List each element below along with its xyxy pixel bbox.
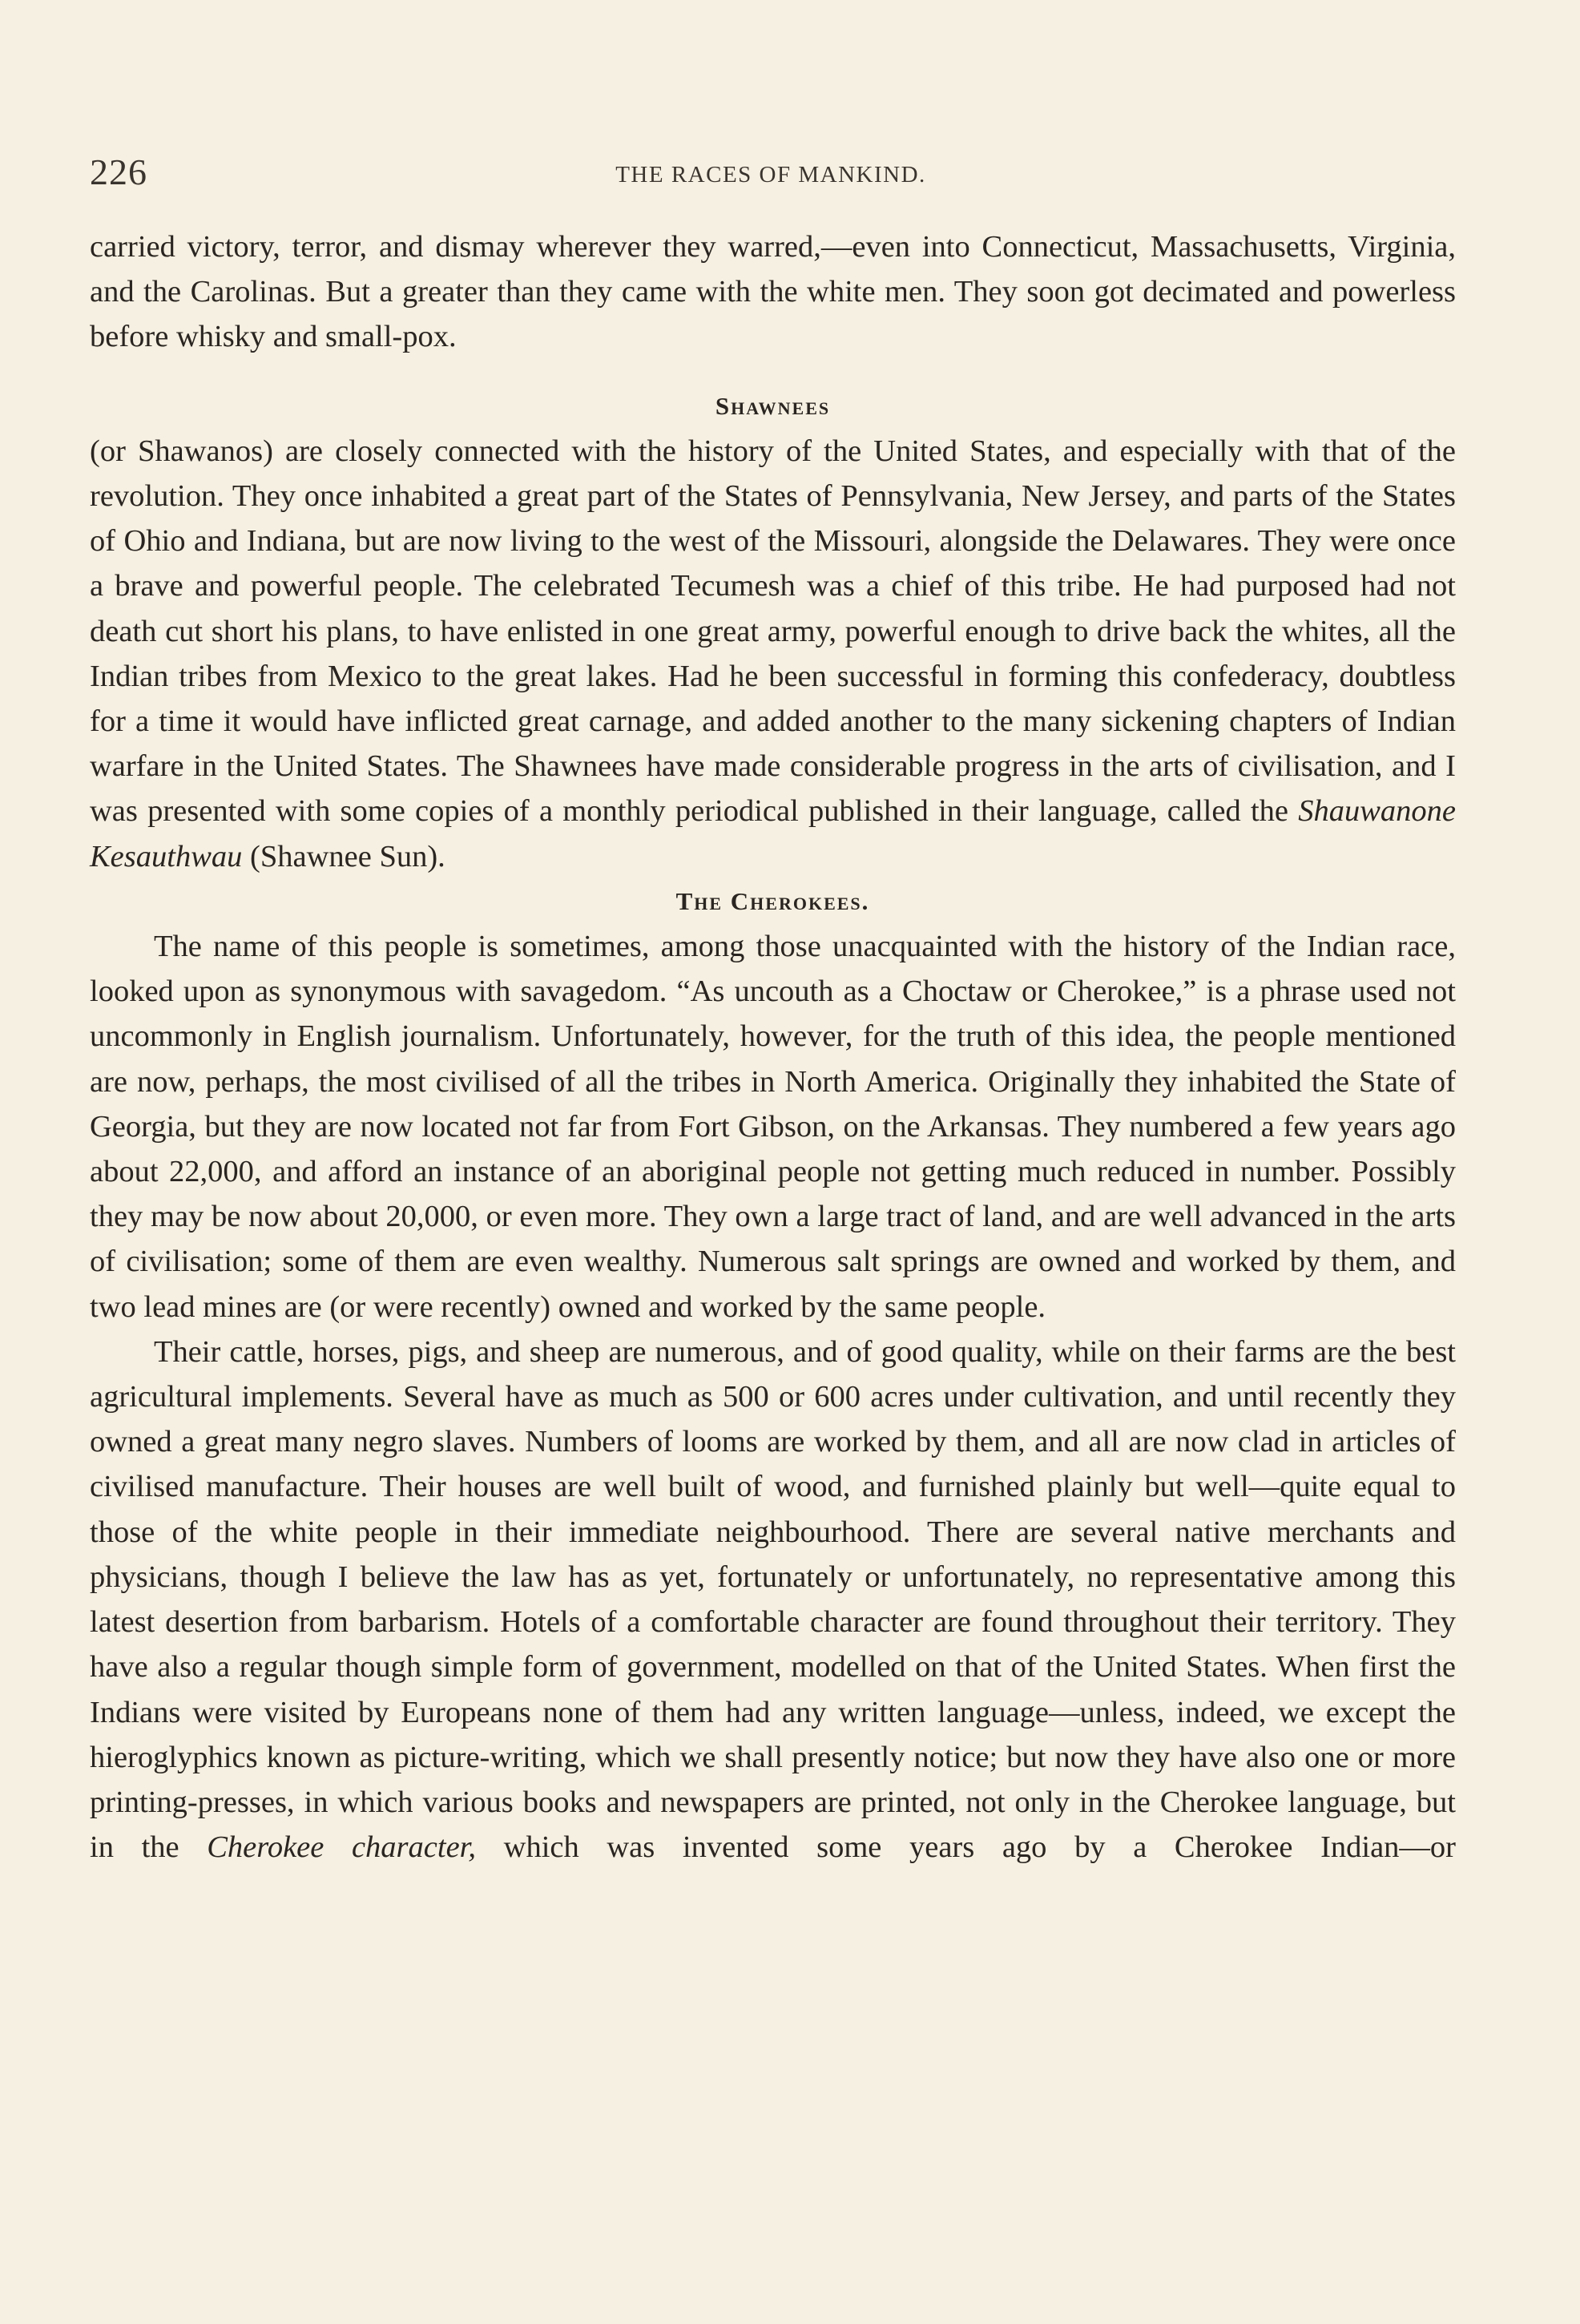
cherokees-text-2: which was invented some years ago by a Cherokee Indian—or bbox=[476, 1830, 1456, 1865]
shawnees-text-1: (or Shawanos) are closely connected with the history of the United States, and especially with that of the revolution. They once inhabited a great part of the States of Pennsylvania, New Jersey, and parts of the States of Ohio and Indiana, but are now living to the west of the Missouri, alongside the Delawares. They were once a brave and powerful people. The celebrated Tecumesh was a chief of this tribe. He had purposed had not death cut short his plans, to have enlisted in one great army, powerful enough to drive back the whites, all the Indian tribes from Mexico to the great lakes. Had he been successful in forming this confederacy, doubtless for a time it would have inflicted great carnage, and added another to the many sickening chapters of Indian warfare in the United States. The Shawnees have made considerable progress in the arts of civilisation, and I was presented with some copies of a monthly periodical published in their language, called the bbox=[90, 434, 1456, 829]
page-number: 226 bbox=[90, 151, 147, 192]
cherokees-text-1: Their cattle, horses, pigs, and sheep are numerous, and of good quality, while on their farms are the best agricultural implements. Several have as much as 500 or 600 acres under cultivation, and until recently they owned a great many negro slaves. Numbers of looms are worked by them, and all are now clad in articles of civilised manufacture. Their houses are well built of wood, and furnished plainly but well—quite equal to those of the white people in their immediate neighbourhood. There are several native merchants and physicians, though I believe the law has as yet, fortunately or unfortunately, no representative among this latest desertion from barbarism. Hotels of a comfortable character are found throughout their territory. They have also a regular though simple form of government, modelled on that of the United States. When first the Indians were visited by Europeans none of them had any written language—unless, indeed, we except the hieroglyphics known as picture-writing, which we shall presently notice; but now they have also one or more printing-presses, in which various books and newspapers are printed, not only in the Cherokee language, but in the bbox=[90, 1334, 1456, 1865]
section-heading-shawnees: Shawnees bbox=[715, 391, 831, 420]
intro-paragraph: carried victory, terror, and dismay wherever they warred,—even into Connecticut, Massachusetts, Virginia, and the Carolinas. But a greater than they came with the white men. They soon got decimated and powerless before whisky and small-pox. bbox=[90, 230, 1456, 354]
shawnees-text-2: (Shawnee Sun). bbox=[242, 839, 445, 874]
cherokee-character-term: Cherokee character, bbox=[207, 1830, 477, 1865]
body-text bbox=[90, 224, 1456, 1870]
running-title: THE RACES OF MANKIND. bbox=[615, 162, 926, 188]
page-header bbox=[90, 151, 1452, 199]
shawnees-paragraph bbox=[90, 429, 1456, 879]
periodical-title: Shauwanone Kesauthwau bbox=[90, 794, 1456, 874]
section-heading-cherokees: The Cherokees. bbox=[675, 886, 870, 915]
spacer bbox=[90, 360, 1456, 384]
cherokees-paragraph-2 bbox=[90, 1329, 1456, 1870]
cherokees-paragraph-1: The name of this people is sometimes, among those unacquainted with the history of the Indian race, looked upon as synonymous with savagedom. “As uncouth as a Choctaw or Cherokee,” is a phrase used not uncommonly in English journalism. Unfortunately, however, for the truth of this idea, the people mentioned are now, perhaps, the most civilised of all the tribes in North America. Originally they inhabited the State of Georgia, but they are now located not far from Fort Gibson, on the Arkansas. They numbered a few years ago about 22,000, and afford an instance of an aboriginal people not getting much reduced in number. Possibly they may be now about 20,000, or even more. They own a large tract of land, and are well advanced in the arts of civilisation; some of them are even wealthy. Numerous salt springs are owned and worked by them, and two lead mines are (or were recently) owned and worked by the same people. bbox=[90, 930, 1456, 1324]
